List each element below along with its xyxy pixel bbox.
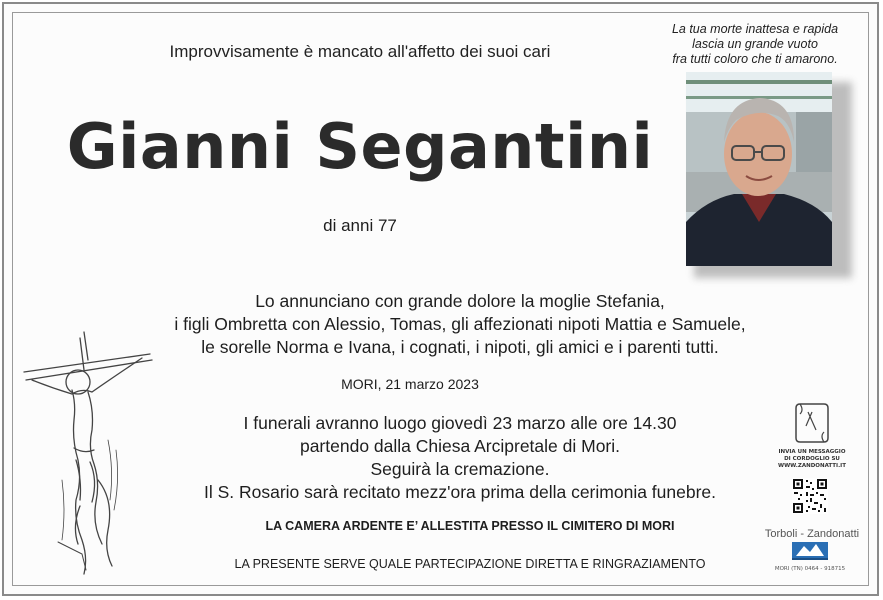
funeral-agency-name: Torboli - Zandonatti xyxy=(764,528,860,540)
condolence-line-2: DI CORDOGLIO SU xyxy=(784,456,840,462)
funeral-line-2: partendo dalla Chiesa Arcipretale di Mori. xyxy=(299,436,621,456)
intro-text: Improvvisamente è mancato all'affetto dei suoi cari xyxy=(169,42,551,61)
agency-contact: MORI (TN) 0464 - 918715 xyxy=(774,566,846,572)
crucifix-icon xyxy=(22,330,162,580)
announcement-line-2: i figli Ombretta con Alessio, Tomas, gli affezionati nipoti Mattia e Samuele, xyxy=(174,314,746,334)
chamber-notice: LA CAMERA ARDENTE E’ ALLESTITA PRESSO IL CIMITERO DI MORI xyxy=(265,519,675,533)
memorial-quote xyxy=(655,22,855,67)
announcement-line-1: Lo annunciano con grande dolore la moglie Stefania, xyxy=(255,291,665,311)
funeral-details xyxy=(150,412,770,504)
announcement-block xyxy=(150,290,770,359)
quote-line-3: fra tutti coloro che ti amarono. xyxy=(672,52,838,66)
condolence-line-3[interactable]: WWW.ZANDONATTI.IT xyxy=(778,463,846,469)
qr-code[interactable] xyxy=(792,478,828,514)
funeral-line-1: I funerali avranno luogo giovedì 23 marzo alle ore 14.30 xyxy=(243,413,677,433)
agency-logo-icon xyxy=(790,542,830,562)
announcement-line-3: le sorelle Norma e Ivana, i cognati, i nipoti, gli amici e i parenti tutti. xyxy=(201,337,719,357)
condolence-link[interactable] xyxy=(772,400,852,470)
place-date: MORI, 21 marzo 2023 xyxy=(341,376,479,392)
thanks-notice: LA PRESENTE SERVE QUALE PARTECIPAZIONE DIRETTA E RINGRAZIAMENTO xyxy=(234,557,706,571)
deceased-name: Gianni Segantini xyxy=(66,110,654,183)
quote-line-2: lascia un grande vuoto xyxy=(692,37,818,51)
deceased-age: di anni 77 xyxy=(323,216,397,235)
funeral-line-4: Il S. Rosario sarà recitato mezz'ora prima della cerimonia funebre. xyxy=(203,482,717,502)
portrait-photo xyxy=(686,72,832,266)
scroll-icon xyxy=(794,400,830,444)
quote-line-1: La tua morte inattesa e rapida xyxy=(671,22,839,36)
funeral-line-3: Seguirà la cremazione. xyxy=(370,459,550,479)
condolence-line-1: INVIA UN MESSAGGIO xyxy=(778,449,846,455)
